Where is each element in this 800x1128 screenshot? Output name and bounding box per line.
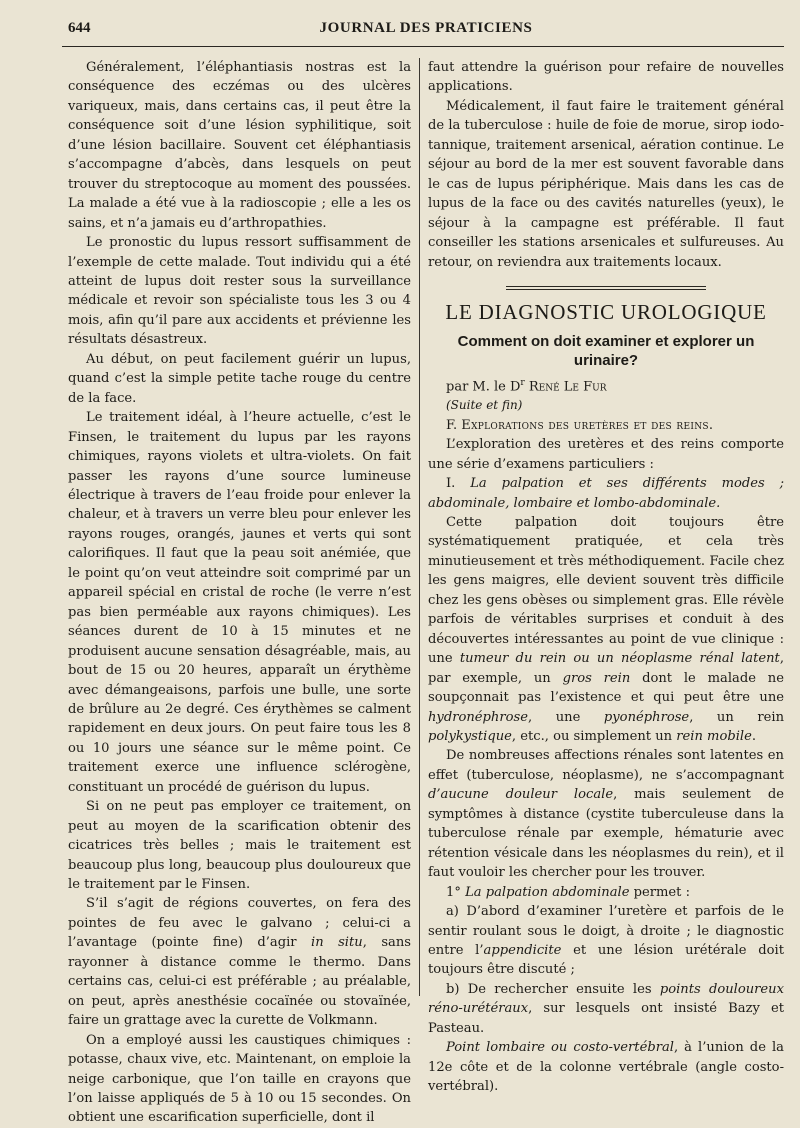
paragraph bbox=[68, 894, 411, 1030]
list-number: I. bbox=[446, 476, 456, 492]
section-title: LE DIAGNOSTIC UROLOGIQUE bbox=[445, 299, 767, 324]
paragraph: Le pronostic du lupus ressort suffisamment de l’exemple de cette malade. Tout individu qui a été atteint de lupus doit rester sous la surveillance médicale et revoir son spécialiste tous les 3 ou 4 mois, afin qu’il pare aux accidents et prévienne les résultats désastreux. bbox=[68, 235, 411, 348]
section-rule bbox=[506, 286, 706, 290]
text-run: , sans rayonner à distance comme le thermo. Dans certains cas, celui-ci est préférable ; au préalable, on peut, après anesthésie cocaïnée ou stovaïnée, faire un grattage avec la curette de Volkmann. bbox=[68, 935, 411, 1029]
text-run: a) D’abord d’examiner l’uretère et parfois de le sentir roulant sous le doigt, à droite ; le diagnostic entre l’ bbox=[428, 904, 784, 958]
section-heading bbox=[428, 416, 784, 435]
text-run: De nombreuses affections rénales sont latentes en effet (tuberculose, néoplasme), ne s’accompagnant bbox=[428, 748, 784, 783]
paragraph bbox=[428, 746, 784, 882]
byline bbox=[428, 374, 784, 396]
right-column bbox=[428, 58, 784, 1097]
italic-run: gros rein bbox=[562, 670, 631, 686]
paragraph: On a employé aussi les caustiques chimiques : potasse, chaux vive, etc. Maintenant, on emploie la neige carbonique, que l’on taille en crayons que l’on laisse appliqués de 5 à 10 ou 15 secondes. On obtient une escarification superficielle, dont il bbox=[68, 1032, 411, 1126]
italic-run: La palpation abdominale bbox=[465, 884, 630, 900]
text-run: , à l’union de la 12e côte et de la colonne vertébrale (angle costo-vertébral). bbox=[428, 1040, 784, 1095]
italic-run: La palpation et ses différents modes ; abdominale, lombaire et lombo-abdominale. bbox=[428, 476, 784, 511]
subsection-number: 1° bbox=[446, 884, 461, 900]
italic-run: tumeur du rein ou un néoplasme rénal latent bbox=[459, 651, 780, 667]
byline-sup: r bbox=[520, 377, 525, 388]
text-run: et une lésion urétérale doit toujours être discuté ; bbox=[428, 943, 784, 978]
left-column bbox=[68, 58, 411, 1128]
text-run: dont le malade ne soupçonnait pas l’existence et qui peut être une bbox=[428, 670, 784, 706]
column-divider bbox=[419, 58, 420, 996]
text-run: , un rein bbox=[689, 709, 784, 725]
section-heading-text: Explorations des uretères et des reins. bbox=[461, 417, 714, 433]
italic-run: appendicite bbox=[483, 943, 562, 958]
italic-run: rein mobile bbox=[676, 729, 752, 745]
list-item bbox=[428, 474, 784, 513]
text-run: , par exemple, un bbox=[428, 651, 784, 686]
author-name: René Le Fur bbox=[528, 379, 607, 395]
italic-run: points douloureux réno-urétéraux bbox=[428, 981, 784, 1017]
journal-title: JOURNAL DES PRATICIENS bbox=[319, 20, 533, 36]
paragraph bbox=[428, 513, 784, 746]
paragraph: Au début, on peut facilement guérir un lupus, quand c’est la simple petite tache rouge du centre de la face. bbox=[68, 351, 411, 406]
italic-run: d’aucune douleur locale bbox=[428, 787, 614, 803]
text-run: b) De rechercher ensuite les bbox=[446, 981, 660, 997]
paragraph bbox=[428, 1038, 784, 1096]
header-rule bbox=[62, 46, 784, 47]
italic-run: Point lombaire ou costo-vertébral bbox=[446, 1040, 674, 1056]
text-run: , mais seulement de symptômes à distance (cystite tuberculeuse dans la tuberculose rénale par exemple, hématurie avec rétention vésicale dans les néoplasmes du rein), et il faut vouloir les chercher pour les trouver. bbox=[428, 787, 784, 881]
text-run: S’il s’agit de régions couvertes, on fera des pointes de feu avec le galvano ; celui-ci a l’avantage (pointe fine) d’agir bbox=[68, 896, 411, 951]
article-title: Comment on doit examiner et explorer un urinaire? bbox=[457, 332, 755, 369]
paragraph: L’exploration des uretères et des reins comporte une série d’examens particuliers : bbox=[428, 437, 784, 472]
italic-run: polykystique bbox=[428, 729, 512, 745]
page-number: 644 bbox=[68, 20, 91, 36]
paragraph: faut attendre la guérison pour refaire de nouvelles applications. bbox=[428, 60, 784, 95]
paragraph: Généralement, l’éléphantiasis nostras est la conséquence des eczémas ou des ulcères variqueux, mais, dans certains cas, il peut être la conséquence soit d’une lésion syphilitique, soit d’une lésion bacillaire. Souvent cet éléphantiasis s’accompagne d’abcès, dans lesquels on peut trouver du streptocoque au moment des poussées. La malade a été vue à la radioscopie ; elle a les os sains, et n’a jamais eu d’arthropathies. bbox=[68, 60, 411, 231]
running-header bbox=[68, 18, 784, 40]
text-run: . bbox=[751, 729, 757, 745]
paragraph: Le traitement idéal, à l’heure actuelle, c’est le Finsen, le traitement du lupus par les rayons chimiques, rayons violets et ultra-violets. On fait passer les rayons d’une source lumineuse électrique à travers de l’eau froide pour enlever la chaleur, et à travers un verre bleu pour enlever les rayons rouges, orangés, jaunes et verts qui sont calorifiques. Il faut que la peau soit anémiée, que le point qu’on veut atteindre soit comprimé par un appareil spécial en cristal de roche (le verre n’est pas bien perméable aux rayons chimiques). Les séances durent de 10 à 15 minutes et ne produisent aucune sensation désagréable, mais, au bout de 15 ou 20 heures, apparaît un érythème avec démangeaisons, parfois une bulle, une sorte de brûlure au 2e degré. Ces érythèmes se calment rapidement en deux jours. On peut faire tous les 8 ou 10 jours une séance sur le même point. Ce traitement exerce une influence sclérogène, constituant un procédé de guérison du lupus. bbox=[68, 410, 411, 795]
italic-run: pyonéphrose bbox=[603, 709, 690, 725]
italic-run: in situ bbox=[311, 935, 363, 951]
byline-prefix: par M. le D bbox=[446, 379, 521, 395]
paragraph bbox=[428, 902, 784, 980]
paragraph bbox=[428, 980, 784, 1038]
text-run: , sur lesquels ont insisté Bazy et Pasteau. bbox=[428, 1001, 784, 1036]
section-letter: F. bbox=[446, 417, 458, 433]
paragraph: Si on ne peut pas employer ce traitement, on peut au moyen de la scarification obtenir des cicatrices très belles ; mais le traitement est beaucoup plus long, beaucoup plus douloureux que le traitement par le Finsen. bbox=[68, 799, 411, 893]
italic-run: hydronéphrose bbox=[428, 709, 528, 725]
text-run: , etc., ou simplement un bbox=[511, 729, 677, 745]
text-run: Cette palpation doit toujours être systématiquement pratiquée, et cela très minutieusement et très méthodiquement. Facile chez les gens maigres, elle devient souvent très difficile chez les gens obèses ou simplement gras. Elle révèle parfois de véritables surprises et conduit à des découvertes intéressantes au point de vue clinique : une bbox=[428, 515, 784, 667]
suite-note: (Suite et fin) bbox=[446, 398, 523, 413]
text-run: , une bbox=[527, 709, 604, 725]
subsection bbox=[428, 883, 784, 902]
paragraph: Médicalement, il faut faire le traitement général de la tuberculose : huile de foie de morue, sirop iodo-tannique, traitement arsenical, aération continue. Le séjour au bord de la mer est souvent favorable dans le cas de lupus périphérique. Mais dans les cas de lupus de la face ou des cavités naturelles (yeux), le séjour à la campagne est préférable. Il faut conseiller les stations arsenicales et sulfureuses. Au retour, on reviendra aux traitements locaux. bbox=[428, 98, 784, 270]
text-run: permet : bbox=[629, 884, 691, 900]
